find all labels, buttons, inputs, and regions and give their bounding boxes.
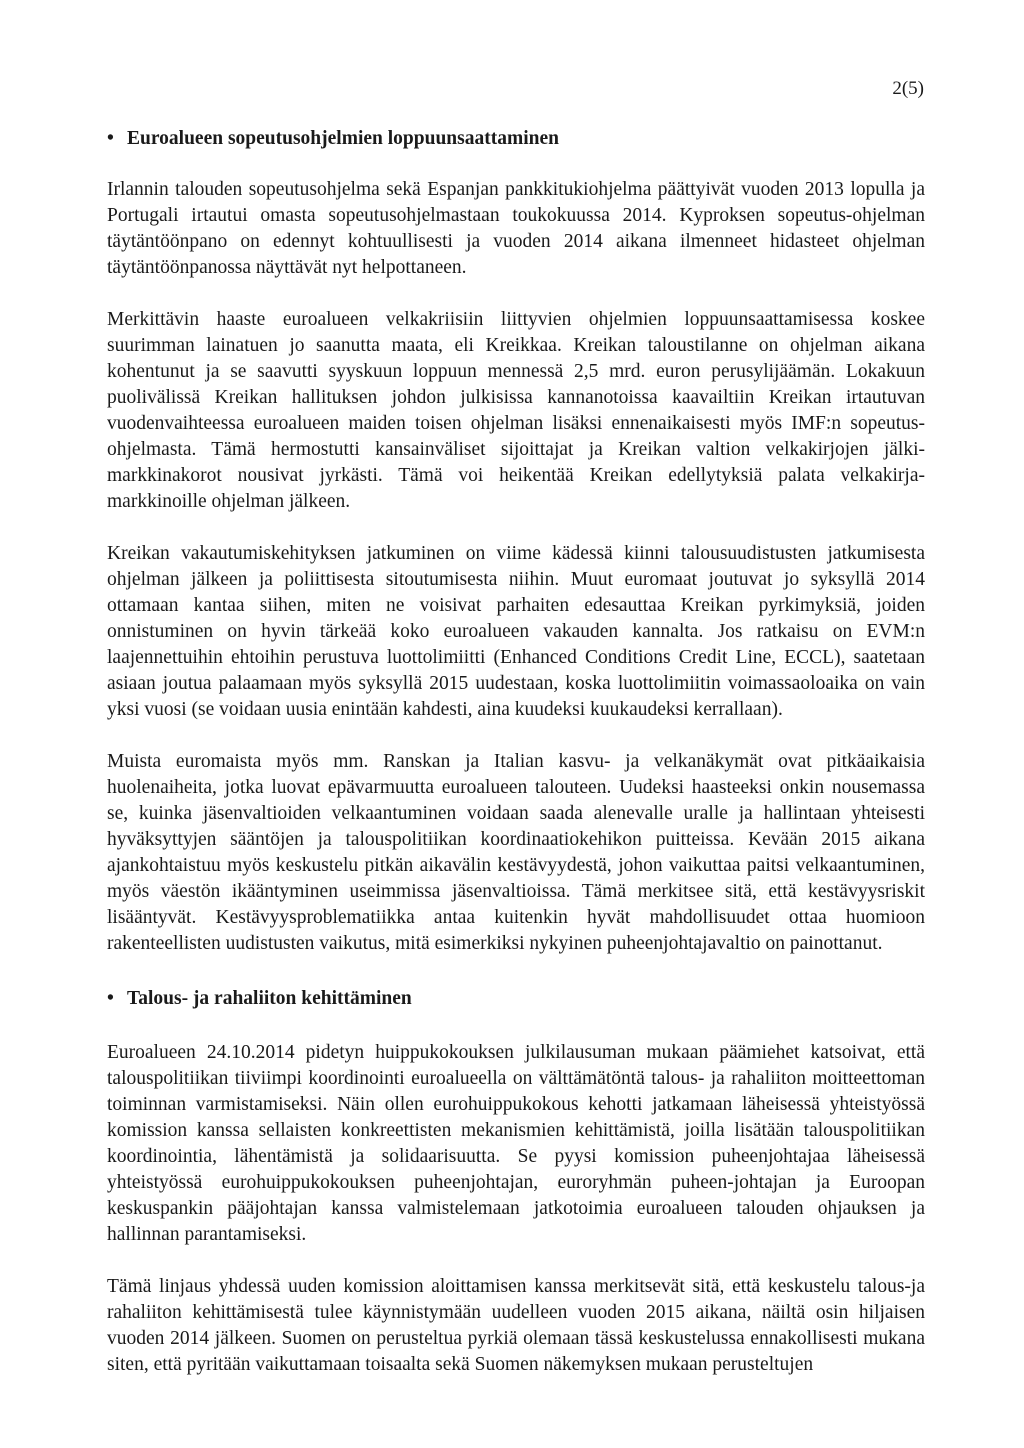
bullet-icon: •	[107, 128, 114, 149]
paragraph: Merkittävin haaste euroalueen velkakriisiin liittyvien ohjelmien loppuunsaattamisessa koskee suurimman lainatuen jo saanutta maata, eli Kreikkaa. Kreikan taloustilanne on ohjelman aikana kohentunut ja se saavutti syyskuun loppuun mennessä 2,5 mrd. euron perusylijäämän. Lokakuun puolivälissä Kreikan hallituksen johdon julkisissa kannanotoissa kaavailtiin Kreikan irtautuvan vuodenvaihteessa euroalueen maiden toisen ohjelman lisäksi ennenaikaisesti myös IMF:n sopeutus-ohjelmasta. Tämä hermostutti kansainväliset sijoittajat ja Kreikan valtion velkakirjojen jälki-markkinakorot nousivat jyrkästi. Tämä voi heikentää Kreikan edellytyksiä palata velkakirja-markkinoille ohjelman jälkeen.	[107, 309, 925, 512]
paragraph: Kreikan vakautumiskehityksen jatkuminen on viime kädessä kiinni talousuudistusten jatkumisesta ohjelman jälkeen ja poliittisesta sitoutumisesta niihin. Muut euromaat joutuvat jo syksyllä 2014 ottamaan kantaa siihen, miten ne voisivat parhaiten edesauttaa Kreikan pyrkimyksiä, joiden onnistuminen on hyvin tärkeää koko euroalueen vakauden kannalta. Jos ratkaisu on EVM:n laajennettuihin ehtoihin perustuva luottolimiitti (Enhanced Conditions Credit Line, ECCL), saatetaan asiaan joutua palaamaan myös syksyllä 2015 uudestaan, koska luottolimiitin voimassaoloaika on vain yksi vuosi (se voidaan uusia enintään kahdesti, aina kuudeksi kuukaudeksi kerrallaan).	[107, 543, 925, 720]
bullet-icon: •	[107, 988, 114, 1009]
page-number: 2(5)	[892, 78, 924, 99]
section-heading	[107, 986, 925, 1012]
paragraph: Irlannin talouden sopeutusohjelma sekä Espanjan pankkitukiohjelma päättyivät vuoden 2013 lopulla ja Portugali irtautui omasta sopeutusohjelmastaan toukokuussa 2014. Kyproksen sopeutus-ohjelman täytäntöönpano on edennyt kohtuullisesti ja vuoden 2014 aikana ilmenneet hidasteet ohjelman täytäntöönpanossa näyttävät nyt helpottaneen.	[107, 179, 925, 278]
paragraph: Euroalueen 24.10.2014 pidetyn huippukokouksen julkilausuman mukaan päämiehet katsoivat, että talouspolitiikan tiiviimpi koordinointi euroalueella on välttämätöntä talous- ja rahaliiton moitteettoman toiminnan varmistamiseksi. Näin ollen eurohuippukokous kehotti jatkamaan läheisessä yhteistyössä komission kanssa sellaisten konkreettisten mekanismien kehittämistä, joilla lisätään talouspolitiikan koordinointia, lähentämistä ja solidaarisuutta. Se pyysi komission puheenjohtajaa läheisessä yhteistyössä eurohuippukokouksen puheenjohtajan, euroryhmän puheen-johtajan ja Euroopan keskuspankin pääjohtajan kanssa valmistelemaan jatkotoimia euroalueen talouden ohjauksen ja hallinnan parantamiseksi.	[107, 1042, 925, 1245]
section-heading-text: Euroalueen sopeutusohjelmien loppuunsaattaminen	[127, 128, 559, 149]
document-body	[107, 126, 925, 1378]
paragraph: Muista euromaista myös mm. Ranskan ja Italian kasvu- ja velkanäkymät ovat pitkäaikaisia huolenaiheita, jotka luovat epävarmuutta euroalueen talouteen. Uudeksi haasteeksi onkin nousemassa se, kuinka jäsenvaltioiden velkaantuminen voidaan saada alenevalle uralle ja hallintaan yhteisesti hyväksyttyjen sääntöjen ja talouspolitiikan koordinaatiokehikon puitteissa. Kevään 2015 aikana ajankohtaistuu myös keskustelu pitkän aikavälin kestävyydestä, johon vaikuttaa paitsi velkaantuminen, myös väestön ikääntyminen useimmissa jäsenvaltioissa. Tämä merkitsee sitä, että kestävyysriskit lisääntyvät. Kestävyysproblematiikka antaa kuitenkin hyvät mahdollisuudet ottaa huomioon rakenteellisten uudistusten vaikutus, mitä esimerkiksi nykyinen puheenjohtajavaltio on painottanut.	[107, 751, 925, 954]
section-heading	[107, 126, 925, 152]
section-heading-text: Talous- ja rahaliiton kehittäminen	[127, 988, 412, 1009]
paragraph: Tämä linjaus yhdessä uuden komission aloittamisen kanssa merkitsevät sitä, että keskustelu talous-ja rahaliiton kehittämisestä tulee käynnistymään uudelleen vuoden 2015 aikana, näiltä osin hiljaisen vuoden 2014 jälkeen. Suomen on perusteltua pyrkiä olemaan tässä keskustelussa ennakollisesti mukana siten, että pyritään vaikuttamaan toisaalta sekä Suomen näkemyksen mukaan perusteltujen	[107, 1276, 925, 1375]
